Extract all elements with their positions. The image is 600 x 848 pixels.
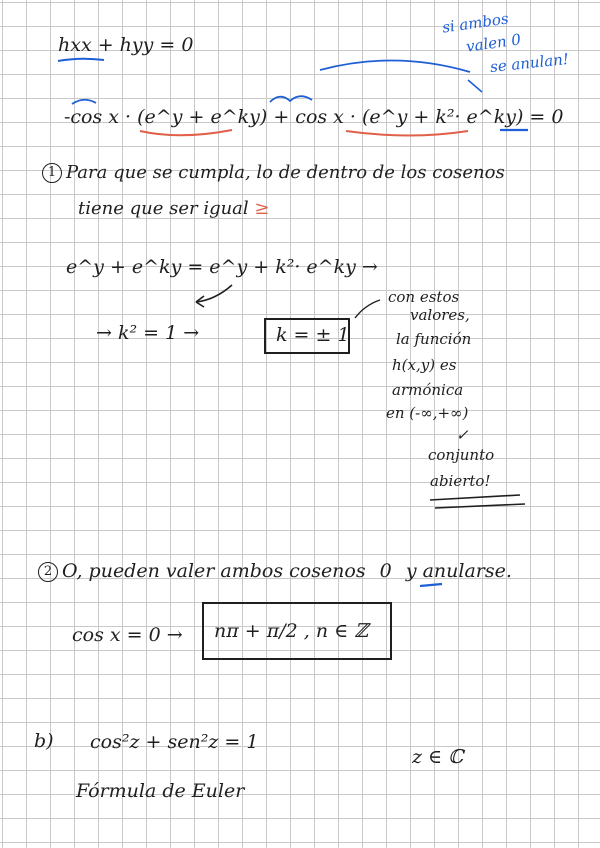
term2-close: ) (515, 106, 524, 128)
blue-brace-2 (270, 96, 312, 102)
blue-note-line-2: valen 0 (464, 30, 522, 56)
conclusion-1: conjunto (428, 446, 495, 464)
laplace-equation: hxx + hyy = 0 (58, 34, 194, 56)
term2-inner: e^y + k²· e^ky (369, 106, 516, 128)
case1-boxed-result: k = ± 1 (276, 324, 350, 346)
part-b-label: b) (34, 730, 54, 752)
red-underline-term1 (140, 130, 232, 135)
note-arrow (355, 300, 380, 318)
plus-sign: + (273, 106, 290, 128)
side-note-4: h(x,y) es (392, 356, 457, 374)
zero-result: 0 (551, 106, 564, 128)
case2-boxed-result: nπ + π/2 , n ∈ ℤ (214, 620, 369, 642)
blue-underline-hxx (58, 59, 104, 61)
blue-brace-1 (72, 100, 96, 104)
blue-arrow-note (468, 80, 482, 92)
blue-note-line-3: se anulan! (489, 49, 570, 77)
term1-close: ) (259, 106, 268, 128)
blue-note-line-1: si ambos (441, 9, 510, 37)
term1-prefix: -cos x · ( (64, 106, 145, 128)
case2-text-prefix: O, pueden valer ambos cosenos (62, 560, 366, 582)
case1-number: 1 (42, 163, 62, 183)
term1-inner: e^y + e^ky (144, 106, 260, 128)
part-b-subtitle: Fórmula de Euler (76, 780, 245, 802)
case1-line2-mark: ≥ (254, 198, 270, 219)
blue-brace-3 (320, 60, 470, 72)
part-b-domain: z ∈ ℂ (412, 746, 464, 768)
case2-equation: cos x = 0 → (72, 624, 183, 646)
conclusion-2: abierto! (430, 472, 491, 490)
cancel-arrow (196, 285, 232, 302)
case2-result-box (202, 602, 392, 660)
blue-underline-case2-zero (420, 584, 442, 586)
expansion-line (64, 108, 563, 127)
term2-prefix: cos x · ( (295, 106, 370, 128)
case1-line2 (78, 200, 270, 218)
case2-number: 2 (38, 562, 58, 582)
part-b-identity: cos²z + sen²z = 1 (90, 731, 259, 753)
side-note-2: valores, (410, 306, 470, 324)
side-note-6: en (-∞,+∞) (386, 404, 469, 422)
red-underline-term2 (346, 131, 468, 136)
side-note-1: con estos (388, 288, 460, 306)
conclusion-underline-1 (430, 495, 520, 500)
case2-zero: 0 (379, 560, 392, 582)
case1-arrow-step: → k² = 1 → (96, 322, 200, 344)
case1-result-box (264, 318, 350, 354)
equals-sign: = (529, 106, 546, 128)
side-note-3: la función (396, 330, 472, 348)
check-mark: ✓ (456, 426, 469, 444)
case1-line2-text: tiene que ser igual (78, 198, 249, 219)
case2-text-suffix: y anularse. (405, 560, 512, 582)
case1-step-equation: e^y + e^ky = e^y + k²· e^ky → (66, 256, 378, 278)
case1-line1 (42, 163, 505, 183)
side-note-5: armónica (392, 381, 464, 399)
case2-line (38, 562, 512, 582)
conclusion-underline-2 (435, 504, 525, 508)
case1-line1-text: Para que se cumpla, lo de dentro de los cosenos (66, 162, 505, 183)
